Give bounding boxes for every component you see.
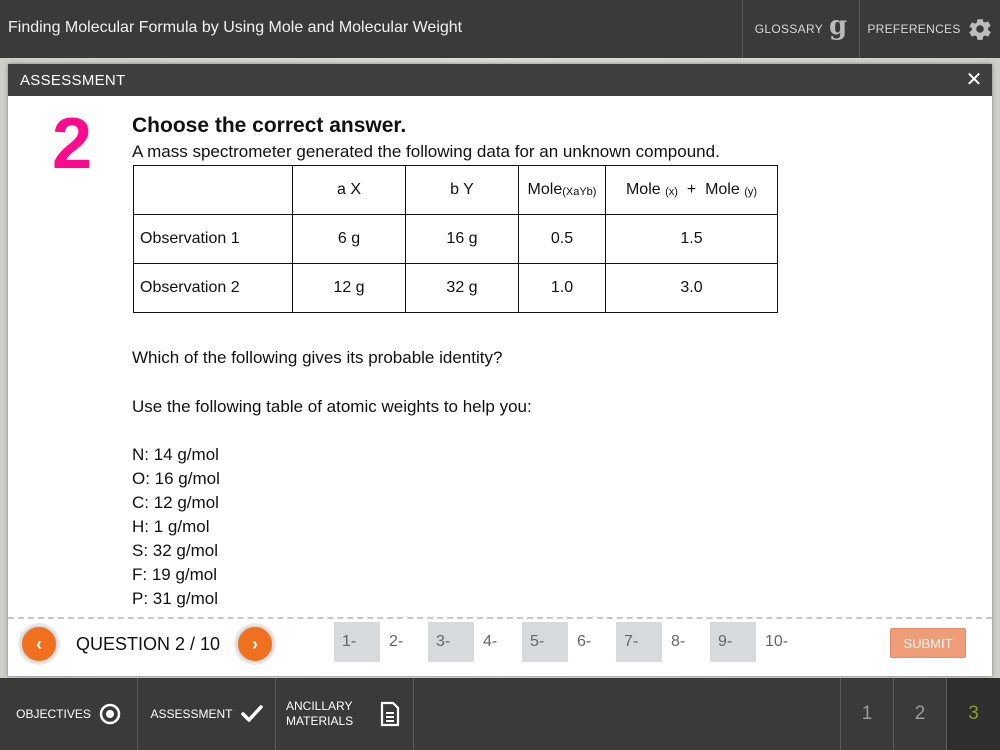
objectives-label: OBJECTIVES (16, 707, 91, 721)
gear-icon (967, 16, 993, 42)
assessment-modal (8, 64, 992, 676)
target-icon (99, 703, 121, 725)
table-cell: 1.5 (606, 215, 778, 264)
atomic-weight-item: P: 31 g/mol (132, 589, 218, 608)
document-icon (379, 701, 401, 727)
glossary-label: GLOSSARY (754, 22, 824, 36)
ancillary-label (286, 699, 353, 729)
close-icon[interactable]: ✕ (965, 69, 983, 91)
plus-sign: + (686, 181, 697, 198)
top-bar (0, 0, 1000, 58)
table-header-blank (134, 166, 293, 215)
glossary-button[interactable] (744, 0, 858, 58)
atomic-weight-item: F: 19 g/mol (132, 565, 218, 584)
question-heading: Choose the correct answer. (132, 114, 407, 137)
divider (8, 617, 992, 619)
question-hint: Use the following table of atomic weights to help you: (132, 397, 532, 416)
table-header-by: b Y (406, 166, 519, 215)
page-button-2[interactable]: 2 (914, 703, 926, 724)
previous-question-button[interactable]: ‹ (20, 625, 58, 663)
question-content[interactable] (8, 96, 992, 616)
question-tab-9[interactable]: 9- (710, 622, 756, 662)
ancillary-materials-button[interactable] (276, 678, 413, 750)
question-tab-7[interactable]: 7- (616, 622, 662, 662)
mole-x-label: Mole (625, 181, 661, 198)
atomic-weight-item: H: 1 g/mol (132, 517, 210, 536)
table-cell: 6 g (293, 215, 406, 264)
question-counter: QUESTION 2 / 10 (76, 634, 221, 654)
question-tab-4[interactable]: 4- (483, 633, 498, 650)
question-tab-5[interactable]: 5- (522, 622, 568, 662)
glossary-g-icon: g (829, 11, 848, 41)
table-header-mole-sum (606, 166, 778, 215)
atomic-weight-item: C: 12 g/mol (132, 493, 219, 512)
objectives-button[interactable] (0, 678, 137, 750)
preferences-label: PREFERENCES (867, 22, 961, 36)
question-number: 2 (52, 104, 93, 184)
table-cell: 16 g (406, 215, 519, 264)
data-table (133, 165, 778, 313)
mole-subscript: (XaYb) (562, 186, 597, 198)
table-row (134, 215, 778, 264)
next-question-button[interactable]: › (236, 625, 274, 663)
question-tab-8[interactable]: 8- (671, 633, 686, 650)
bottom-bar (0, 678, 1000, 750)
mole-y-label: Mole (705, 181, 740, 198)
question-prompt: Which of the following gives its probable identity? (132, 348, 503, 367)
table-row (134, 264, 778, 313)
row-label: Observation 1 (134, 215, 293, 264)
mole-label: Mole (527, 181, 563, 198)
submit-button[interactable]: SUBMIT (890, 628, 966, 658)
table-cell: 32 g (406, 264, 519, 313)
assessment-label: ASSESSMENT (150, 707, 233, 721)
table-header-mole (519, 166, 606, 215)
atomic-weight-item: N: 14 g/mol (132, 445, 219, 464)
mole-x-subscript: (x) (665, 186, 678, 198)
modal-header (8, 64, 992, 96)
modal-title: ASSESSMENT (20, 72, 126, 89)
table-header-ax: a X (293, 166, 406, 215)
page-button-1[interactable]: 1 (861, 703, 873, 724)
preferences-button[interactable] (860, 0, 1000, 58)
table-cell: 3.0 (606, 264, 778, 313)
mole-y-subscript: (y) (744, 186, 758, 198)
question-tab-1[interactable]: 1- (334, 622, 380, 662)
question-intro: A mass spectrometer generated the following data for an unknown compound. (132, 142, 720, 161)
atomic-weight-item: S: 32 g/mol (132, 541, 218, 560)
question-tab-6[interactable]: 6- (577, 633, 592, 650)
table-cell: 12 g (293, 264, 406, 313)
divider (413, 678, 414, 750)
ancillary-label-line1: ANCILLARY (286, 699, 353, 713)
table-cell: 0.5 (519, 215, 606, 264)
question-tab-2[interactable]: 2- (389, 633, 404, 650)
question-tab-10[interactable]: 10- (765, 633, 789, 650)
ancillary-label-line2: MATERIALS (286, 714, 354, 728)
divider (742, 0, 743, 58)
checkmark-icon (241, 704, 263, 724)
page-button-3[interactable]: 3 (947, 678, 1000, 750)
question-tab-3[interactable]: 3- (428, 622, 474, 662)
assessment-button[interactable] (138, 678, 275, 750)
app-title: Finding Molecular Formula by Using Mole and Molecular Weight (8, 19, 463, 36)
table-cell: 1.0 (519, 264, 606, 313)
atomic-weight-item: O: 16 g/mol (132, 469, 220, 488)
question-navigation (8, 620, 992, 676)
table-header-row (134, 166, 778, 215)
row-label: Observation 2 (134, 264, 293, 313)
